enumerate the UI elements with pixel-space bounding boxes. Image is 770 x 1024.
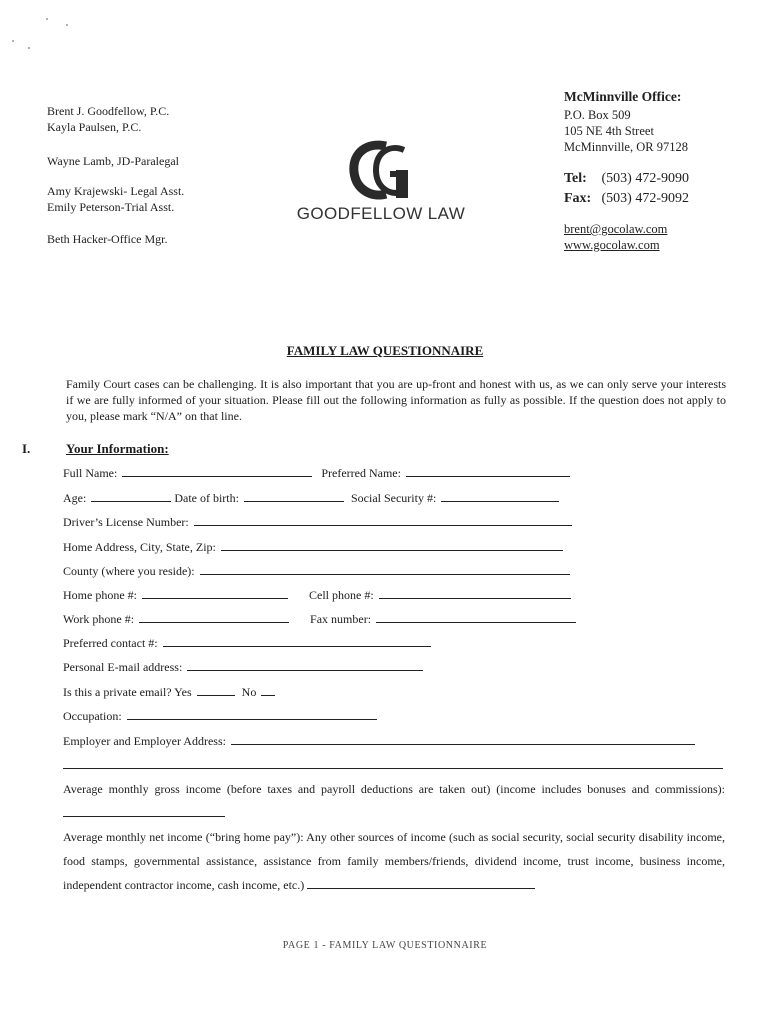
form-row <box>63 465 570 481</box>
scan-speck <box>12 40 14 42</box>
ssn-field[interactable] <box>441 490 559 502</box>
private-email-no-label: No <box>241 685 257 699</box>
full-name-field[interactable] <box>122 465 312 477</box>
ssn-label: Social Security #: <box>350 491 437 505</box>
net-income-question <box>63 825 725 897</box>
gg-monogram-icon <box>346 140 416 202</box>
office-info <box>564 89 689 253</box>
office-email-link[interactable]: brent@gocolaw.com <box>564 222 668 236</box>
staff-member: Wayne Lamb, JD-Paralegal <box>47 154 179 168</box>
employer-label: Employer and Employer Address: <box>63 734 226 748</box>
scan-speck <box>46 18 48 20</box>
page-footer: PAGE 1 - FAMILY LAW QUESTIONNAIRE <box>282 940 488 951</box>
preferred-name-label: Preferred Name: <box>321 466 401 480</box>
home-phone-label: Home phone #: <box>63 588 137 602</box>
occupation-label: Occupation: <box>63 709 122 723</box>
form-row <box>63 514 572 530</box>
form-row <box>63 563 570 579</box>
fax-number-field[interactable] <box>376 611 576 623</box>
scan-speck <box>66 24 68 26</box>
county-label: County (where you reside): <box>63 564 195 578</box>
full-name-label: Full Name: <box>63 466 118 480</box>
preferred-contact-label: Preferred contact #: <box>63 636 158 650</box>
private-email-no-field[interactable] <box>261 684 275 696</box>
license-label: Driver’s License Number: <box>63 515 189 529</box>
form-row <box>63 539 563 555</box>
form-row <box>63 587 571 603</box>
gross-income-question <box>63 777 725 825</box>
private-email-yes-field[interactable] <box>197 684 235 696</box>
email-field[interactable] <box>187 659 423 671</box>
form-row <box>63 708 377 724</box>
dob-label: Date of birth: <box>174 491 239 505</box>
preferred-name-field[interactable] <box>406 465 570 477</box>
home-phone-field[interactable] <box>142 587 288 599</box>
form-row <box>63 659 423 675</box>
scan-speck <box>28 47 30 49</box>
form-row <box>63 490 559 506</box>
staff-member: Beth Hacker-Office Mgr. <box>47 232 168 246</box>
county-field[interactable] <box>200 563 570 575</box>
gross-income-label: Average monthly gross income (before taxes and payroll deductions are taken out) (income includes bonuses and commissions): <box>63 782 725 796</box>
office-tel: Tel: (503) 472-9090 <box>564 171 689 186</box>
office-website-link[interactable]: www.gocolaw.com <box>564 238 660 252</box>
fax-number-label: Fax number: <box>310 612 372 626</box>
other-income-field[interactable] <box>307 877 535 889</box>
cell-phone-field[interactable] <box>379 587 571 599</box>
section-number: I. <box>22 441 31 456</box>
preferred-contact-field[interactable] <box>163 635 431 647</box>
staff-member: Emily Peterson-Trial Asst. <box>47 200 175 214</box>
employer-field-continued[interactable] <box>63 768 723 769</box>
office-heading: McMinnville Office: <box>564 89 682 104</box>
home-address-label: Home Address, City, State, Zip: <box>63 540 216 554</box>
staff-member: Brent J. Goodfellow, P.C. <box>47 104 170 118</box>
occupation-field[interactable] <box>127 708 377 720</box>
form-title: FAMILY LAW QUESTIONNAIRE <box>286 343 484 358</box>
form-row <box>63 684 275 700</box>
staff-member: Amy Krajewski- Legal Asst. <box>47 184 185 198</box>
dob-field[interactable] <box>244 490 344 502</box>
section-title: Your Information: <box>66 441 169 456</box>
form-row <box>63 611 576 627</box>
firm-logo <box>288 140 474 224</box>
employer-field[interactable] <box>231 733 695 745</box>
staff-member: Kayla Paulsen, P.C. <box>47 120 142 134</box>
office-po-box: P.O. Box 509 <box>564 108 631 122</box>
form-row <box>63 635 431 651</box>
office-city: McMinnville, OR 97128 <box>564 140 688 154</box>
work-phone-label: Work phone #: <box>63 612 135 626</box>
age-field[interactable] <box>91 490 171 502</box>
staff-list <box>47 103 184 247</box>
office-fax: Fax: (503) 472-9092 <box>564 191 689 206</box>
office-street: 105 NE 4th Street <box>564 124 654 138</box>
gross-income-field[interactable] <box>63 805 225 817</box>
home-address-field[interactable] <box>221 539 563 551</box>
license-field[interactable] <box>194 514 572 526</box>
form-intro: Family Court cases can be challenging. It is also important that you are up-front and honest with us, as we can only serve your interests if we are fully informed of your situation. Please fill out the following information as fully as possible. If the question does not apply to you, please mark “N/A” on that line. <box>66 377 726 423</box>
work-phone-field[interactable] <box>139 611 289 623</box>
form-row <box>63 733 695 749</box>
private-email-label: Is this a private email? Yes <box>63 685 192 699</box>
age-label: Age: <box>63 491 87 505</box>
cell-phone-label: Cell phone #: <box>309 588 374 602</box>
net-income-label: Average monthly net income (“bring home pay”): Any other sources of income (such as social security, social security disability income, food stamps, governmental assistance, assistance from family members/friends, dividend income, trust income, business income, independent contractor income, cash income, etc.) <box>63 830 725 892</box>
email-label: Personal E-mail address: <box>63 660 183 674</box>
firm-name: GOODFELLOW LAW <box>296 204 466 223</box>
